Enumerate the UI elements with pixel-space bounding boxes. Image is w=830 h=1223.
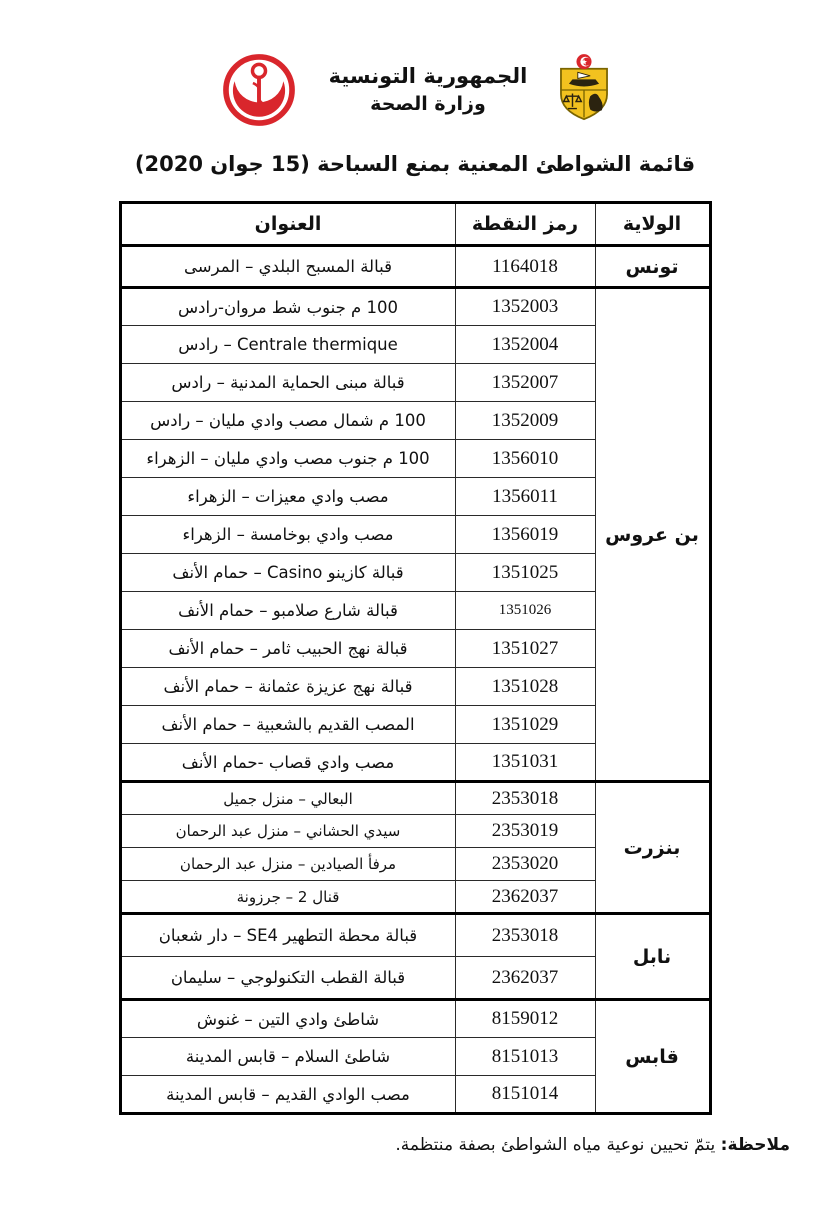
table-row: [120, 782, 710, 815]
address-cell: 100 م شمال مصب وادي مليان – رادس: [120, 402, 455, 440]
address-cell: مرفأ الصيادين – منزل عبد الرحمان: [120, 848, 455, 881]
code-cell: 1351026: [455, 592, 595, 630]
code-cell: 8151013: [455, 1038, 595, 1076]
code-cell: 1351029: [455, 706, 595, 744]
address-cell: 100 م جنوب مصب وادي مليان – الزهراء: [120, 440, 455, 478]
address-cell: شاطئ السلام – قابس المدينة: [120, 1038, 455, 1076]
code-cell: 1356010: [455, 440, 595, 478]
banned-beaches-table: [119, 201, 712, 1115]
address-cell: قبالة مبنى الحماية المدنية – رادس: [120, 364, 455, 402]
tunisia-coat-of-arms: [553, 53, 615, 127]
footnote: [40, 1135, 790, 1155]
code-cell: 2362037: [455, 957, 595, 1000]
address-cell: سيدي الحشاني – منزل عبد الرحمان: [120, 815, 455, 848]
footnote-text: يتمّ تحيين نوعية مياه الشواطئ بصفة منتظمة.: [395, 1135, 721, 1155]
address-cell: قبالة نهج عزيزة عثمانة – حمام الأنف: [120, 668, 455, 706]
document-header: [0, 50, 830, 130]
address-cell: قبالة نهج الحبيب ثامر – حمام الأنف: [120, 630, 455, 668]
column-header-governorate: الولاية: [595, 203, 710, 246]
code-cell: 1356011: [455, 478, 595, 516]
address-cell: قبالة المسبح البلدي – المرسى: [120, 246, 455, 288]
governorate-cell: نابل: [595, 914, 710, 1000]
code-cell: 2353018: [455, 782, 595, 815]
address-cell: شاطئ وادي التين – غنوش: [120, 1000, 455, 1038]
table-row: [120, 1000, 710, 1038]
coat-of-arms-icon: [553, 53, 615, 127]
address-cell: قبالة محطة التطهير SE4 – دار شعبان: [120, 914, 455, 957]
code-cell: 2353019: [455, 815, 595, 848]
org-name: الجمهورية التونسية: [328, 64, 528, 88]
code-cell: 1351027: [455, 630, 595, 668]
address-cell: 100 م جنوب شط مروان-رادس: [120, 288, 455, 326]
code-cell: 1351031: [455, 744, 595, 782]
code-cell: 1351028: [455, 668, 595, 706]
governorate-cell: بنزرت: [595, 782, 710, 914]
code-cell: 1356019: [455, 516, 595, 554]
governorate-cell: تونس: [595, 246, 710, 288]
address-cell: مصب وادي قصاب -حمام الأنف: [120, 744, 455, 782]
address-cell: مصب وادي معيزات – الزهراء: [120, 478, 455, 516]
document-page: [0, 50, 830, 1223]
address-cell: البعالي – منزل جميل: [120, 782, 455, 815]
footnote-label: ملاحظة:: [720, 1135, 790, 1155]
code-cell: 8151014: [455, 1076, 595, 1114]
code-cell: 2353020: [455, 848, 595, 881]
column-header-address: العنوان: [120, 203, 455, 246]
code-cell: 1352009: [455, 402, 595, 440]
ministry-of-health-logo-icon: [215, 50, 303, 130]
address-cell: Centrale thermique – رادس: [120, 326, 455, 364]
address-cell: قبالة كازينو Casino – حمام الأنف: [120, 554, 455, 592]
ministry-of-health-logo: [215, 50, 303, 130]
address-cell: قبالة القطب التكنولوجي – سليمان: [120, 957, 455, 1000]
ministry-name: وزارة الصحة: [370, 93, 486, 116]
table-row: [120, 246, 710, 288]
code-cell: 1352004: [455, 326, 595, 364]
address-cell: مصب الوادي القديم – قابس المدينة: [120, 1076, 455, 1114]
code-cell: 2362037: [455, 881, 595, 914]
address-cell: قنال 2 – جرزونة: [120, 881, 455, 914]
table-header-row: [120, 203, 710, 246]
address-cell: قبالة شارع صلامبو – حمام الأنف: [120, 592, 455, 630]
code-cell: 1352007: [455, 364, 595, 402]
code-cell: 8159012: [455, 1000, 595, 1038]
address-cell: المصب القديم بالشعبية – حمام الأنف: [120, 706, 455, 744]
code-cell: 2353018: [455, 914, 595, 957]
column-header-code: رمز النقطة: [455, 203, 595, 246]
address-cell: مصب وادي بوخامسة – الزهراء: [120, 516, 455, 554]
code-cell: 1352003: [455, 288, 595, 326]
page-title: قائمة الشواطئ المعنية بمنع السباحة (15 جوان 2020): [134, 152, 696, 176]
governorate-cell: بن عروس: [595, 288, 710, 782]
code-cell: 1164018: [455, 246, 595, 288]
code-cell: 1351025: [455, 554, 595, 592]
governorate-cell: قابس: [595, 1000, 710, 1114]
table-header: [120, 203, 710, 246]
table-row: [120, 288, 710, 326]
table-row: [120, 914, 710, 957]
org-text-block: [329, 61, 528, 119]
table-body: [120, 246, 710, 1114]
